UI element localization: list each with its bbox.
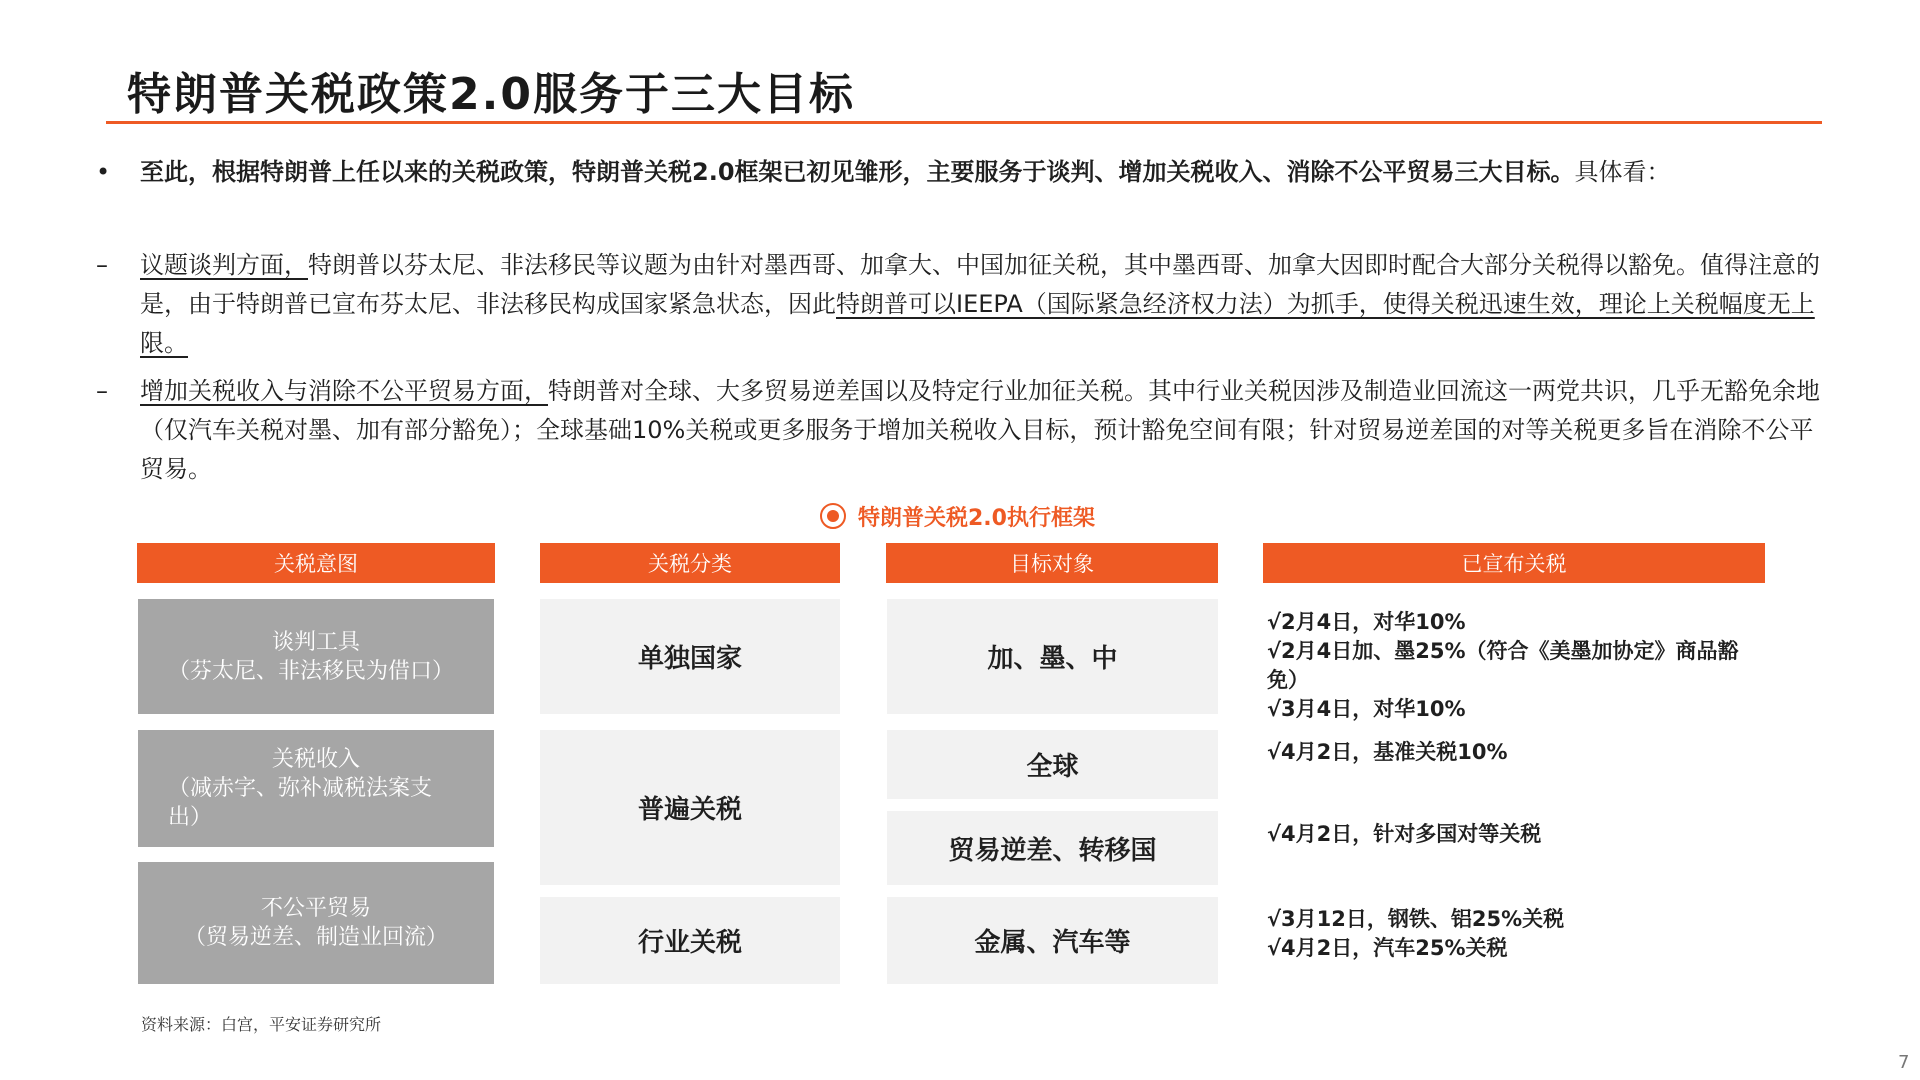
- dash-marker: –: [96, 251, 108, 279]
- intent-title: 不公平贸易: [260, 896, 371, 921]
- header-target: 目标对象: [886, 543, 1218, 583]
- announced-item: √3月4日，对华10%: [1267, 697, 1466, 721]
- negotiation-body: 特朗普以芬太尼、非法移民等议题为由针对墨西哥、加拿大、中国加征关税，其中墨西哥、加拿大因即时配合大部分关税得以豁免。值得注意的是，由于特朗普已宣布芬太尼、非法移民构成国家紧急状态，因此: [140, 251, 1820, 318]
- intent-title: 关税收入: [271, 747, 360, 772]
- summary-rest-text: 具体看：: [1574, 158, 1671, 186]
- page-title: 特朗普关税政策2.0服务于三大目标: [127, 69, 855, 120]
- category-single-country: 单独国家: [540, 599, 840, 714]
- announced-group-4: [1267, 905, 1767, 963]
- framework-title-text: 特朗普关税2.0执行框架: [858, 505, 1095, 531]
- framework-title: [820, 500, 1095, 532]
- announced-item: √2月4日，对华10%: [1267, 610, 1466, 634]
- announced-item: √3月12日，钢铁、铝25%关税: [1267, 907, 1565, 931]
- negotiation-emphasis: 特朗普可以IEEPA（国际紧急经济权力法）为抓手，使得关税迅速生效，理论上关税幅度无上限。: [140, 290, 1815, 357]
- title-divider: [106, 121, 1822, 124]
- announced-item: √4月2日，针对多国对等关税: [1267, 822, 1542, 846]
- announced-group-1: [1267, 608, 1767, 724]
- intent-title: 谈判工具: [271, 629, 360, 655]
- summary-paragraph: [96, 153, 1826, 192]
- target-deficit-countries: 贸易逆差、转移国: [887, 811, 1218, 885]
- target-ca-mx-cn: 加、墨、中: [887, 599, 1218, 714]
- intent-desc: （芬太尼、非法移民为借口）: [168, 658, 455, 684]
- summary-bold-text: 至此，根据特朗普上任以来的关税政策，特朗普关税2.0框架已初见雏形，主要服务于谈判、增加关税收入、消除不公平贸易三大目标。: [140, 158, 1575, 186]
- intent-negotiation: [138, 599, 494, 714]
- target-global: 全球: [887, 730, 1218, 799]
- announced-item: √4月2日，基准关税10%: [1267, 740, 1508, 764]
- intent-desc: （减赤字、弥补减税法案支出）: [168, 776, 433, 830]
- announced-item: √2月4日加、墨25%（符合《美墨加协定》商品豁免）: [1267, 639, 1739, 692]
- category-sector: 行业关税: [540, 897, 840, 984]
- header-category: 关税分类: [540, 543, 840, 583]
- intent-desc: （贸易逆差、制造业回流）: [183, 925, 448, 950]
- dash-marker: –: [96, 377, 108, 405]
- page-number: 7: [1898, 1052, 1910, 1073]
- intent-revenue: [138, 730, 494, 847]
- target-metals-autos: 金属、汽车等: [887, 897, 1218, 984]
- target-icon: [820, 503, 846, 529]
- category-universal: 普遍关税: [540, 730, 840, 885]
- header-announced: 已宣布关税: [1263, 543, 1765, 583]
- announced-group-2: [1267, 738, 1767, 767]
- announced-item: √4月2日，汽车25%关税: [1267, 936, 1508, 960]
- source-note: 资料来源：白宫，平安证券研究所: [141, 1015, 382, 1034]
- intent-unfair-trade: [138, 862, 494, 984]
- bullet-marker: •: [96, 158, 111, 186]
- revenue-paragraph: [96, 372, 1826, 489]
- negotiation-heading: 议题谈判方面，: [140, 251, 308, 279]
- announced-group-3: [1267, 820, 1767, 849]
- revenue-body: 特朗普对全球、大多贸易逆差国以及特定行业加征关税。其中行业关税因涉及制造业回流这一两党共识，几乎无豁免余地（仅汽车关税对墨、加有部分豁免）；全球基础10%关税或更多服务于增加关税收入目标，预计豁免空间有限；针对贸易逆差国的对等关税更多旨在消除不公平贸易。: [140, 377, 1820, 483]
- revenue-heading: 增加关税收入与消除不公平贸易方面，: [140, 377, 548, 405]
- negotiation-paragraph: [96, 246, 1826, 363]
- header-intent: 关税意图: [137, 543, 495, 583]
